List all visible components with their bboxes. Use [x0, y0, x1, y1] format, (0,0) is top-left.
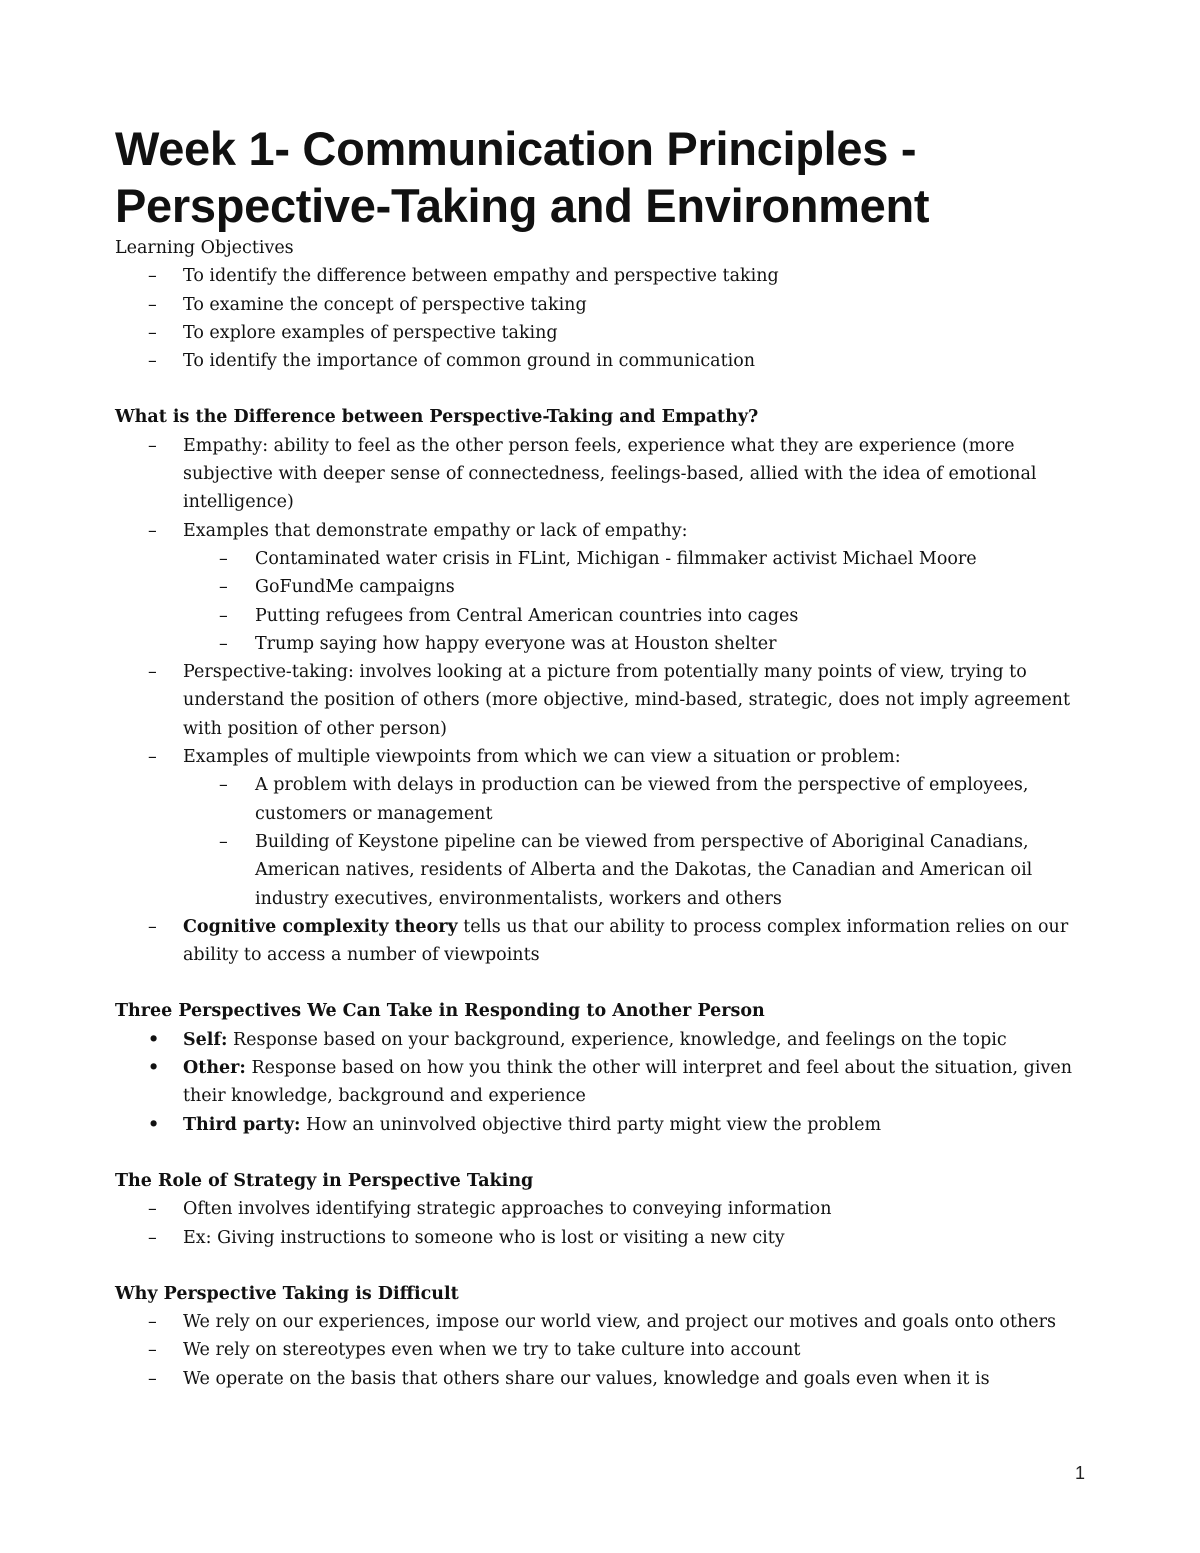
list-item: – Building of Keystone pipeline can be viewed from perspective of Aboriginal Canadians, American natives, residents of Alberta and the Dakotas, the Canadian and American oil industry executives, environmentalists, workers and others	[183, 828, 1105, 913]
list-item: – We operate on the basis that others share our values, knowledge and goals even when it is	[115, 1365, 1105, 1393]
list-item: – Often involves identifying strategic approaches to conveying information	[115, 1195, 1105, 1223]
dash-marker: –	[148, 1199, 157, 1220]
three-perspectives-heading: Three Perspectives We Can Take in Responding to Another Person	[115, 1001, 765, 1022]
dash-marker: –	[219, 605, 228, 626]
dash-marker: –	[148, 1312, 157, 1333]
list-item: – Ex: Giving instructions to someone who is lost or visiting a new city	[115, 1224, 1105, 1252]
strategy-heading: The Role of Strategy in Perspective Taking	[115, 1170, 534, 1191]
list-item: – We rely on stereotypes even when we try to take culture into account	[115, 1336, 1105, 1364]
dash-marker: –	[219, 633, 228, 654]
difference-heading: What is the Difference between Perspective-Taking and Empathy?	[115, 407, 759, 428]
list-item: – To identify the importance of common ground in communication	[115, 347, 1105, 375]
list-item: • Other: Response based on how you think the other will interpret and feel about the situation, given their knowledge, background and experience	[115, 1054, 1105, 1111]
bullet-marker: •	[148, 1058, 160, 1079]
difficult-section	[115, 1280, 1105, 1393]
three-perspectives-section	[115, 997, 1105, 1138]
list-item: – Trump saying how happy everyone was at Houston shelter	[183, 630, 1105, 658]
list-item: – Contaminated water crisis in FLint, Michigan - filmmaker activist Michael Moore	[183, 545, 1105, 573]
learning-objectives-list	[115, 262, 1105, 375]
page-number: 1	[1075, 1463, 1086, 1483]
list-item: – Examples that demonstrate empathy or lack of empathy: – Contaminated water crisis in FLint, Michigan - filmmaker activist Michael Moore – GoFundMe campaigns – Putting refugees from Central American countries into cages – Trump saying how happy everyone was at Houston shelter	[115, 517, 1105, 658]
spacer	[115, 1139, 1105, 1167]
spacer	[115, 1252, 1105, 1280]
bullet-marker: •	[148, 1114, 160, 1135]
dash-marker: –	[148, 662, 157, 683]
dash-marker: –	[148, 520, 157, 541]
difficult-list	[115, 1308, 1105, 1393]
strategy-section	[115, 1167, 1105, 1252]
list-item: – GoFundMe campaigns	[183, 573, 1105, 601]
spacer	[115, 969, 1105, 997]
dash-marker: –	[148, 266, 157, 287]
dash-marker: –	[219, 775, 228, 796]
three-perspectives-list	[115, 1026, 1105, 1139]
dash-marker: –	[148, 1368, 157, 1389]
list-item: – A problem with delays in production can be viewed from the perspective of employees, customers or management	[183, 771, 1105, 828]
bullet-marker: •	[148, 1029, 160, 1050]
dash-marker: –	[148, 294, 157, 315]
learning-objectives-heading: Learning Objectives	[115, 238, 294, 258]
dash-marker: –	[148, 747, 157, 768]
list-item: – To examine the concept of perspective taking	[115, 291, 1105, 319]
difference-section	[115, 403, 1105, 969]
dash-marker: –	[148, 435, 157, 456]
list-item: – Cognitive complexity theory tells us that our ability to process complex information relies on our ability to access a number of viewpoints	[115, 913, 1105, 970]
list-item: – Perspective-taking: involves looking at a picture from potentially many points of view, trying to understand the position of others (more objective, mind-based, strategic, does not imply agreement with position of other person)	[115, 658, 1105, 743]
empathy-examples-list	[183, 545, 1105, 658]
dash-marker: –	[148, 322, 157, 343]
dash-marker: –	[148, 1227, 157, 1248]
difficult-heading: Why Perspective Taking is Difficult	[115, 1283, 459, 1304]
dash-marker: –	[219, 577, 228, 598]
viewpoints-list	[183, 771, 1105, 912]
learning-objectives-section	[115, 234, 1105, 375]
title-line-1: Week 1- Communication Principles -	[115, 122, 917, 175]
cognitive-complexity-term: Cognitive complexity theory	[183, 916, 458, 937]
dash-marker: –	[148, 1340, 157, 1361]
list-item: – Empathy: ability to feel as the other person feels, experience what they are experience (more subjective with deeper sense of connectedness, feelings-based, allied with the idea of emotional intelligence)	[115, 432, 1105, 517]
dash-marker: –	[219, 831, 228, 852]
page-title	[115, 120, 1105, 234]
dash-marker: –	[148, 916, 157, 937]
strategy-list	[115, 1195, 1105, 1252]
list-item: • Third party: How an uninvolved objective third party might view the problem	[115, 1111, 1105, 1139]
dash-marker: –	[148, 351, 157, 372]
list-item: – Examples of multiple viewpoints from which we can view a situation or problem: – A problem with delays in production can be viewed from the perspective of employees, customers or management – Building of Keystone pipeline can be viewed from perspective of Aboriginal Canadians, American natives, residents of Alberta and the Dakotas, the Canadian and American oil industry executives, environmentalists, workers and others	[115, 743, 1105, 913]
list-item: – To explore examples of perspective taking	[115, 319, 1105, 347]
spacer	[115, 375, 1105, 403]
list-item: – To identify the difference between empathy and perspective taking	[115, 262, 1105, 290]
list-item: – Putting refugees from Central American countries into cages	[183, 602, 1105, 630]
dash-marker: –	[219, 548, 228, 569]
title-line-2: Perspective-Taking and Environment	[115, 179, 930, 232]
list-item: • Self: Response based on your background, experience, knowledge, and feelings on the topic	[115, 1026, 1105, 1054]
list-item: – We rely on our experiences, impose our world view, and project our motives and goals onto others	[115, 1308, 1105, 1336]
page-content	[115, 120, 1105, 1393]
difference-list	[115, 432, 1105, 970]
